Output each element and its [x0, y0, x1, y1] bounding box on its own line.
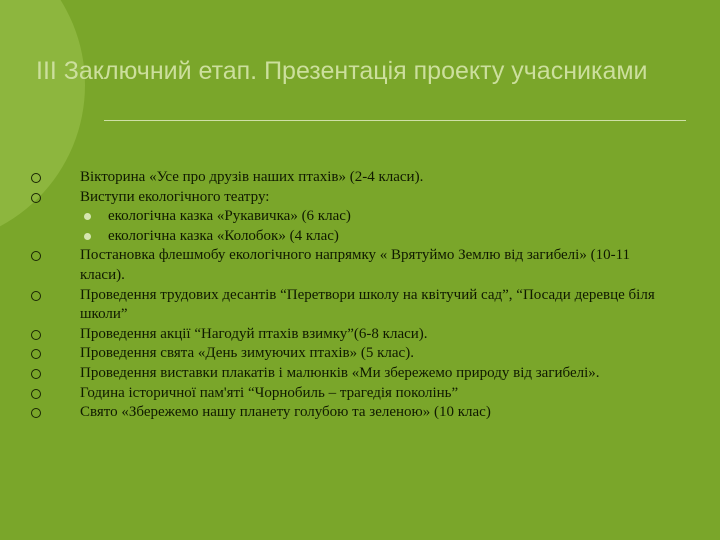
list-item — [0, 403, 720, 423]
list-item-text: Година історичної пам'яті “Чорнобиль – трагедія поколінь” — [80, 384, 459, 401]
circle-bullet-icon — [31, 193, 41, 203]
list-item — [0, 325, 720, 345]
dot-bullet-icon — [84, 233, 91, 240]
list-item-text: Свято «Збережемо нашу планету голубою та зеленою» (10 клас) — [80, 404, 491, 421]
circle-bullet-icon — [31, 173, 41, 183]
circle-bullet-icon — [31, 369, 41, 379]
list-item-text: екологічна казка «Рукавичка» (6 клас) — [108, 208, 351, 225]
list-item-text: Проведення трудових десантів “Перетвори школу на квітучий сад”, “Посади деревце біля школи” — [80, 286, 655, 323]
list-item — [0, 344, 720, 364]
list-item — [0, 286, 720, 325]
list-item-text: Виступи екологічного театру: — [80, 188, 270, 205]
dot-bullet-icon — [84, 213, 91, 220]
slide-title: ІІІ Заключний етап. Презентація проекту учасниками — [36, 57, 648, 85]
list-item — [0, 364, 720, 384]
circle-bullet-icon — [31, 389, 41, 399]
list-item-text: Проведення виставки плакатів і малюнків «Ми збережемо природу від загибелі». — [80, 364, 600, 381]
list-item-text: Проведення акції “Нагодуй птахів взимку”(6-8 класи). — [80, 325, 428, 342]
list-item — [0, 246, 720, 285]
circle-bullet-icon — [31, 291, 41, 301]
circle-bullet-icon — [31, 330, 41, 340]
list-item-text: екологічна казка «Колобок» (4 клас) — [108, 227, 339, 244]
list-item — [0, 168, 720, 188]
list-item-text: Постановка флешмобу екологічного напрямку « Врятуймо Землю від загибелі» (10-11 класи). — [80, 247, 631, 283]
list-item — [0, 384, 720, 404]
sub-list-item — [0, 227, 720, 247]
list-item — [0, 188, 720, 208]
list-item-text: Проведення свята «День зимуючих птахів» (5 клас). — [80, 345, 414, 362]
circle-bullet-icon — [31, 349, 41, 359]
title-underline — [104, 120, 686, 121]
circle-bullet-icon — [31, 408, 41, 418]
slide-content — [0, 168, 720, 423]
list-item-text: Вікторина «Усе про друзів наших птахів» (2-4 класи). — [80, 169, 424, 185]
circle-bullet-icon — [31, 251, 41, 261]
sub-list-item — [0, 207, 720, 227]
